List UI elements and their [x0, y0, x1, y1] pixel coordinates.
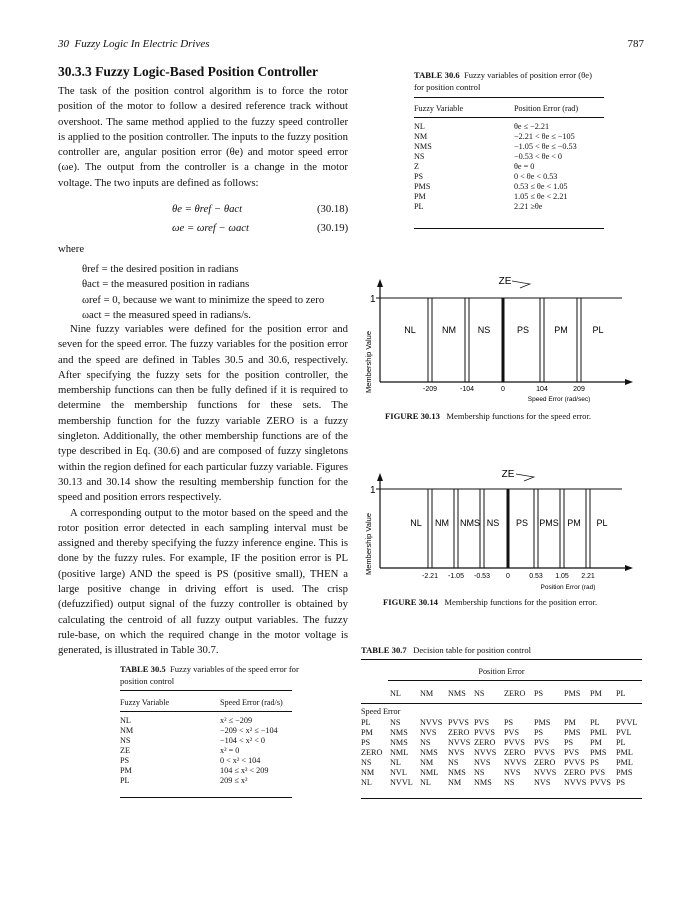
tick-label: 0.53	[529, 573, 543, 580]
table-307-column-headers	[361, 689, 626, 699]
tick-label: -1.05	[448, 573, 464, 580]
where-label: where	[58, 243, 85, 255]
x-axis-arrow	[625, 379, 633, 385]
table-row: NM NVL NML NMS NS NVS NVVS ZERO PVS PMS	[361, 768, 633, 777]
set-label-ns: NS	[477, 325, 491, 335]
table-header-row: NL NM NMS NS ZERO PS PMS PM PL	[390, 689, 626, 698]
set-label-ps: PS	[515, 518, 529, 528]
equation-number-2: (30.19)	[317, 222, 349, 234]
set-label-pm: PM	[554, 325, 568, 335]
tick-label: -209	[422, 386, 438, 393]
ze-pointer	[512, 281, 530, 288]
set-label-pm: PM	[567, 518, 581, 528]
table-row: NMS −1.05 < θe ≤ −0.53	[414, 142, 577, 151]
figure-30-13	[360, 270, 650, 410]
set-label-pl: PL	[592, 325, 604, 335]
one-label: 1	[370, 485, 376, 496]
paragraph-fuzzy-rules: A corresponding output to the motor based on the speed and the rotor position error detected in each sampling interval must be assigned and thereby specifying the fuzzy inference engine. This is done by the fuzzy rules. For example, IF the position error is PL (positive large) AND the speed is PS (positive small), THEN a large positive change in driving effort is used. The crisp (defuzzified) output signal of the fuzzy controller is obtained by calculating the centroid of all fuzzy output variables. The fuzzy rule-base, on which the required change in the motor voltage is generated, is illustrated in Table 30.7.	[58, 506, 348, 657]
page-number-left: 30 Fuzzy Logic In Electric Drives	[58, 38, 210, 50]
table-307-group-header: Position Error	[478, 667, 525, 676]
paragraph-fuzzy-variables: Nine fuzzy variables were defined for the position error and seven for the speed error. The fuzzy variables for the position error and the speed are defined in Tables 30.5 and 30.6, respectively. After specifying the fuzzy sets for the position controller, the membership functions can then be fully defined if it is required to determine the membership functions for these sets. The membership function for the fuzzy variable ZERO is a fuzzy singleton. Additionally, the other membership functions are of the type described in Eq. (30.6) and are composed of fuzzy singletons within the region defined for each particular fuzzy variable. Figures 30.13 and 30.14 show the resulting membership function for the speed and position errors respectively.	[58, 323, 348, 504]
x-axis-arrow	[625, 565, 633, 571]
ze-pointer	[516, 474, 534, 481]
table-row: PL 2.21 ≥θe	[414, 202, 543, 211]
equation-number-1: (30.18)	[317, 203, 349, 215]
table-row: PM NMS NVS ZERO PVVS PVS PS PMS PML PVL	[361, 728, 632, 737]
paragraph-intro: The task of the position control algorithm is to force the rotor position of the motor to follow a desired reference track without overshoot. The same method applied to the fuzzy speed controller is applied to the position controller. The inputs to the fuzzy position controller are, angular position error (θe) and motor speed error (ωe). The output from the controller is a change in the motor voltage. The two inputs are defined as follows:	[58, 85, 348, 189]
set-label-nm: NM	[442, 325, 456, 335]
definition-item: ωact = the measured speed in radians/s.	[82, 308, 251, 321]
set-label-ns: NS	[486, 518, 500, 528]
equation-position-error: θe = θref − θact	[172, 203, 243, 215]
table-row: PS NMS NS NVVS ZERO PVVS PVS PS PM PL	[361, 738, 626, 747]
tick-label: 2.21	[581, 573, 595, 580]
tick-label: -0.53	[474, 573, 490, 580]
table-row: PL NS NVVS PVVS PVS PS PMS PM PL PVVL	[361, 718, 638, 727]
tick-label: 1.05	[555, 573, 569, 580]
table-header-row: Fuzzy Variable Speed Error (rad/s)	[120, 698, 283, 707]
set-label-pms: PMS	[539, 518, 559, 528]
set-label-ps: PS	[516, 325, 530, 335]
table-row: Z θe = 0	[414, 162, 535, 171]
membership-shapes	[380, 298, 622, 382]
set-label-pl: PL	[596, 518, 608, 528]
table-row: NS −104 < x² < 0	[120, 736, 265, 745]
table-row: ZE x² = 0	[120, 746, 240, 755]
y-axis-label: Membership Value	[364, 331, 373, 393]
set-label-nl: NL	[404, 325, 416, 335]
table-row: PS 0 < x² < 104	[120, 756, 261, 765]
membership-shapes	[380, 489, 622, 568]
table-307	[361, 718, 637, 788]
table-306	[414, 104, 604, 114]
table-305-caption: TABLE 30.5 Fuzzy variables of the speed error for position control	[120, 664, 299, 686]
table-307-row-group: Speed Error	[361, 707, 401, 716]
table-row: PL 209 ≤ x²	[120, 776, 248, 785]
table-row: PMS 0.53 ≤ θe < 1.05	[414, 182, 568, 191]
tick-label: 0	[501, 386, 505, 393]
y-axis-label: Membership Value	[364, 513, 373, 575]
table-row: ZERO NML NMS NVS NVVS ZERO PVVS PVS PMS PML	[361, 748, 633, 757]
definition-item: θref = the desired position in radians	[82, 263, 239, 275]
running-title: Fuzzy Logic In Electric Drives	[74, 38, 210, 50]
ze-label: ZE	[498, 276, 512, 287]
table-header-row: Fuzzy Variable Position Error (rad)	[414, 104, 579, 113]
set-label-nms: NMS	[460, 518, 480, 528]
table-305	[120, 716, 292, 786]
table-row: PM 1.05 ≤ θe < 2.21	[414, 192, 568, 201]
tick-label: 0	[506, 573, 510, 580]
set-label-nl: NL	[410, 518, 422, 528]
table-row: NS −0.53 < θe < 0	[414, 152, 563, 161]
table-row: NS NL NM NS NVS NVVS ZERO PVVS PS PML	[361, 758, 633, 767]
table-row: NM −209 < x² ≤ −104	[120, 726, 278, 735]
tick-label: 104	[536, 386, 548, 393]
table-307-caption: TABLE 30.7 Decision table for position control	[361, 645, 532, 655]
tick-label: 209	[573, 386, 585, 393]
one-label: 1	[370, 294, 376, 305]
table-row: PS 0 < θe < 0.53	[414, 172, 558, 181]
ze-label: ZE	[501, 469, 515, 480]
section-title: 30.3.3 Fuzzy Logic-Based Position Controller	[58, 64, 318, 79]
definition-item: ωref = 0, because we want to minimize the speed to zero	[82, 293, 325, 306]
tick-label: -2.21	[422, 573, 438, 580]
set-label-nm: NM	[435, 518, 449, 528]
x-axis-label: Speed Error (rad/sec)	[527, 396, 591, 403]
table-row: NL NVVL NL NM NMS NS NVS NVVS PVVS PS	[361, 778, 626, 787]
table-row: NL x² ≤ −209	[120, 716, 253, 725]
figure-30-14	[360, 464, 650, 596]
table-row: NM −2.21 < θe ≤ −105	[414, 132, 575, 141]
figure-30-13-caption: FIGURE 30.13 Membership functions for the speed error.	[385, 411, 591, 421]
table-305-header	[120, 698, 292, 708]
table-row: PM 104 ≤ x² < 209	[120, 766, 269, 775]
y-axis-arrow	[377, 473, 383, 481]
x-axis-label: Position Error (rad)	[540, 584, 596, 591]
paragraph-body	[58, 322, 348, 659]
tick-label: -104	[459, 386, 475, 393]
table-306-caption: TABLE 30.6 Fuzzy variables of position error (θe) for position control	[414, 70, 592, 92]
table-306-body	[414, 122, 604, 212]
y-axis-arrow	[377, 279, 383, 287]
definition-list	[82, 262, 324, 323]
definition-item: θact = the measured position in radians	[82, 278, 250, 291]
equation-speed-error: ωe = ωref − ωact	[172, 222, 250, 234]
page-number-right: 787	[627, 38, 644, 50]
table-row: NL θe ≤ −2.21	[414, 122, 550, 131]
figure-30-14-caption: FIGURE 30.14 Membership functions for the position error.	[383, 597, 598, 607]
